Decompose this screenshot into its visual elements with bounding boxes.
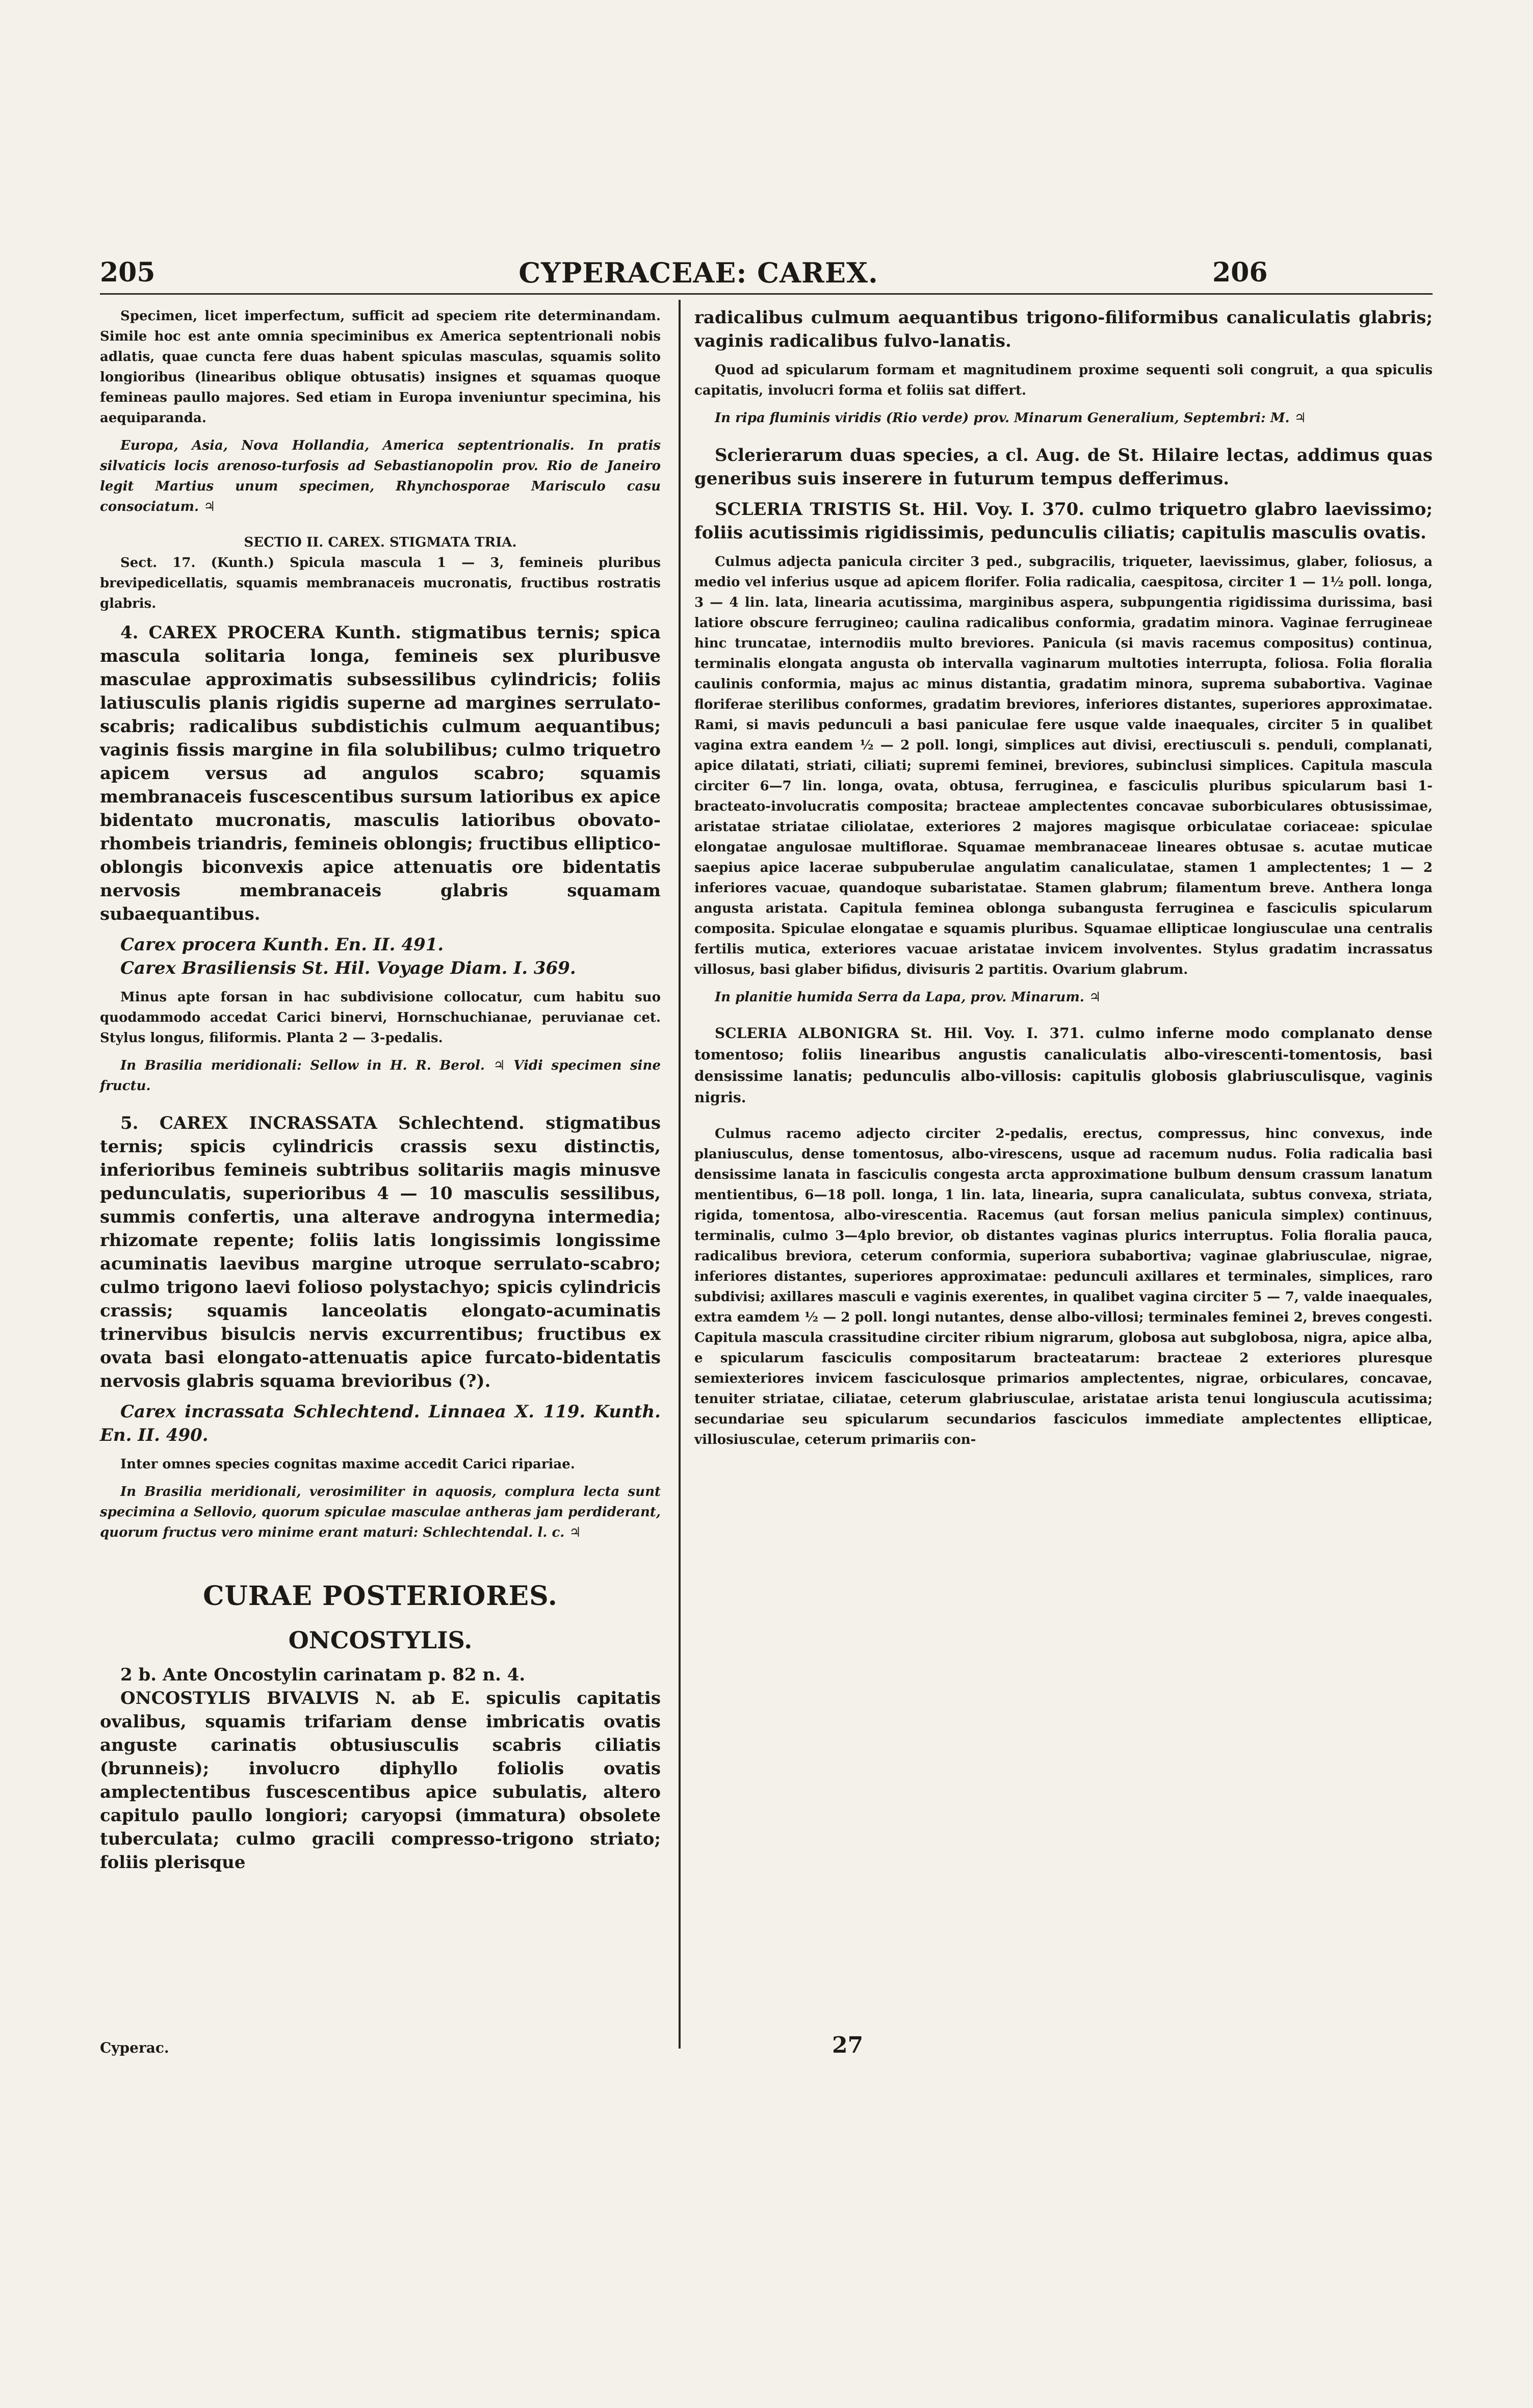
synonym-carex-brasiliensis: Carex Brasiliensis St. Hil. Voyage Diam. I. 369.	[120, 958, 576, 978]
note-carex-procera: Minus apte forsan in hac subdivisione collocatur, cum habitu suo quodammodo accedat Carici binervi, Hornschuchianae, peruvianae cet. Stylus longus, filiformis. Planta 2 — 3-pedalis.	[100, 990, 661, 1046]
oncostylis-reference: 2 b. Ante Oncostylin carinatam p. 82 n. 4.	[120, 1665, 526, 1685]
locality-carex-incrassata: In Brasilia meridionali, verosimiliter in aquosis, complura lecta sunt specimina a Sellovio, quorum spiculae masculae antheras jam perdiderant, quorum fructus vero minime erant maturi: Schlechtendal. l. c. ♃	[100, 1484, 661, 1540]
page-number-left: 205	[100, 257, 155, 288]
curae-posteriores-heading: CURAE POSTERIORES.	[203, 1581, 558, 1612]
synonym-carex-procera: Carex procera Kunth. En. II. 491.	[120, 935, 444, 955]
page-number-right: 206	[1212, 257, 1268, 288]
paragraph-specimen-note: Specimen, licet imperfectum, sufficit ad speciem rite determinandam. Simile hoc est ante omnia speciminibus ex America septentrionali nobis adlatis, quae cuncta fere duas habent spiculas masculas, squamis solito longioribus (linearibus oblique obtusatis) insignes et squamas quoque femineas paullo majores. Sed etiam in Europa inveniuntur specimina, his aequiparanda.	[100, 308, 661, 426]
column-divider	[679, 300, 681, 2049]
left-column	[100, 306, 661, 1874]
section-17-diagnosis: Sect. 17. (Kunth.) Spicula mascula 1 — 3, femineis pluribus brevipedicellatis, squamis membranaceis mucronatis, fructibus rostratis glabris.	[100, 555, 661, 611]
locality-carex-procera: In Brasilia meridionali: Sellow in H. R. Berol. ♃ Vidi specimen sine fructu.	[100, 1058, 661, 1094]
note-carex-incrassata: Inter omnes species cognitas maxime accedit Carici ripariae.	[120, 1457, 575, 1472]
signature-mark-right: 27	[832, 2032, 864, 2058]
oncostylis-continuation: radicalibus culmum aequantibus trigono-filiformibus canaliculatis glabris; vaginis radicalibus fulvo-lanatis.	[694, 307, 1433, 351]
description-scleria-tristis: Culmus adjecta panicula circiter 3 ped., subgracilis, triqueter, laevissimus, glaber, foliosus, a medio vel inferius usque ad apicem florifer. Folia radicalia, caespitosa, circiter 1 — 1½ poll. longa, 3 — 4 lin. lata, linearia acutissima, marginibus aspera, subpungentia rigidissima durissima, basi latiore obscure ferrugineo; caulina radicalibus conformia, gradatim minora. Vaginae ferrugineae hinc truncatae, internodiis multo breviores. Panicula (si mavis racemus compositus) continua, terminalis elongata angusta ob intervalla vaginarum multoties interrupta, foliosa. Folia floralia caulinis conformia, majus ac minus distantia, gradatim minora, suprema subabortiva. Vaginae floriferae sterilibus conformes, gradatim breviores, inferiores distantes, superiores approximatae. Rami, si mavis pedunculi a basi paniculae fere usque valde inaequales, circiter 5 in qualibet vagina extra eandem ½ — 2 poll. longi, simplices aut divisi, erectiusculi s. penduli, complanati, apice dilatati, striati, ciliati; supremi feminei, breviores, subinclusi simplices. Capitula mascula circiter 6—7 lin. longa, ovata, obtusa, ferruginea, e fasciculis pluribus spicularum basi 1-bracteato-involucratis composita; bracteae amplectentes concavae suborbiculares obtusissimae, aristatae striatae ciliolatae, exteriores 2 majores magisque orbiculatae coriaceae: spiculae elongatae angulosae multiflorae. Squamae membranaceae lineares obtusae s. acutae muticae saepius apice lacerae subpuberulae angulatim canaliculatae, stamen 1 amplectentes; 1 — 2 inferiores vacuae, quandoque subaristatae. Stamen glabrum; filamentum breve. Anthera longa angusta aristata. Capitula feminea oblonga subangusta ferruginea e fasciculis spicularum composita. Spiculae elongatae e squamis pluribus. Squamae ellipticae longiusculae una centralis fertilis mutica, exteriores vacuae aristatae invicem involventes. Stylus gradatim incrassatus villosus, basi glaber bifidus, divisuris 2 partitis. Ovarium glabrum.	[694, 554, 1433, 977]
note-oncostylis: Quod ad spicularum formam et magnitudinem proxime sequenti soli congruit, a qua spiculis capitatis, involucri forma et foliis sat differt.	[694, 363, 1433, 398]
description-scleria-albonigra: Culmus racemo adjecto circiter 2-pedalis, erectus, compressus, hinc convexus, inde planiusculus, dense tomentosus, albo-virescens, usque ad racemum nudus. Folia radicalia basi densissime lanata in fasciculis congesta arcta approximatione bulbum densum crassum lanatum mentientibus, 6—18 poll. longa, 1 lin. lata, linearia, supra canaliculata, subtus convexa, striata, rigida, tomentosa, albo-virescentia. Racemus (aut forsan melius panicula simplex) continuus, terminalis, culmo 3—4plo brevior, ob distantes vaginas plurics interruptus. Folia floralia pauca, radicalibus breviora, ceterum conformia, superiora subabortiva; vaginae glabriusculae, nigrae, inferiores distantes, superiores approximatae: pedunculi axillares et terminales, simplices, raro subdivisi; axillares masculi e vaginis exerentes, in qualibet vagina circiter 5 — 7, valde inaequales, extra eamdem ½ — 2 poll. longi nutantes, dense albo-villosi; terminales feminei 2, breves congesti. Capitula mascula crassitudine circiter ribium nigrarum, globosa aut subglobosa, nigra, apice alba, e spicularum fasciculis compositarum bracteatarum: bracteae 2 exteriores pluresque semiexteriores invicem fasciculosque primarios amplectentes, nigrae, orbiculares, concavae, tenuiter striatae, ciliatae, ceterum glabriusculae, aristatae arista tenui longiuscula acutissima; secundariae seu spicularum secundarios fasciculos immediate amplectentes ellipticae, villosiusculae, ceterum primariis con-	[694, 1126, 1433, 1447]
species-carex-procera: 4. CAREX PROCERA Kunth. stigmatibus ternis; spica mascula solitaria longa, femineis sex pluribusve masculae approximatis subsessilibus cylindricis; foliis latiusculis planis rigidis superne ad margines serrulato-scabris; radicalibus subdistichis culmum aequantibus; vaginis fissis margine in fila solubilibus; culmo triquetro apicem versus ad angulos scabro; squamis membranaceis fuscescentibus sursum latioribus ex apice bidentato mucronatis, masculis latioribus obovato-rhombeis triandris, femineis oblongis; fructibus elliptico-oblongis biconvexis apice attenuatis ore bidentatis nervosis membranaceis glabris squamam subaequantibus.	[100, 623, 661, 924]
locality-scleria-tristis: In planitie humida Serra da Lapa, prov. Minarum. ♃	[715, 990, 1101, 1005]
signature-mark-left: Cyperac.	[100, 2039, 169, 2056]
oncostylis-heading: ONCOSTYLIS.	[288, 1626, 473, 1654]
paragraph-distribution: Europa, Asia, Nova Hollandia, America septentrionalis. In pratis silvaticis locis arenoso-turfosis ad Sebastianopolin prov. Rio de Janeiro legit Martius unum specimen, Rhynchosporae Marisculo casu consociatum. ♃	[100, 438, 661, 514]
running-title: CYPERACEAE: CAREX.	[518, 256, 878, 289]
species-scleria-albonigra: SCLERIA ALBONIGRA St. Hil. Voy. I. 371. culmo inferne modo complanato dense tomentoso; foliis linearibus angustis canaliculatis albo-virescenti-tomentosis, basi densissime lanatis; pedunculis albo-villosis: capitulis globosis glabriusculisque, vaginis nigris.	[694, 1025, 1433, 1106]
synonym-carex-incrassata: Carex incrassata Schlechtend. Linnaea X. 119. Kunth. En. II. 490.	[100, 1402, 661, 1445]
header-rule	[100, 293, 1433, 295]
section-heading: SECTIO II. CAREX. STIGMATA TRIA.	[244, 535, 517, 550]
right-column	[694, 306, 1433, 1450]
scleria-intro: Sclerierarum duas species, a cl. Aug. de St. Hilaire lectas, addimus quas generibus suis inserere in futurum tempus defferimus.	[694, 445, 1433, 489]
locality-oncostylis: In ripa fluminis viridis (Rio verde) prov. Minarum Generalium, Septembri: M. ♃	[715, 410, 1306, 426]
species-oncostylis-bivalvis: ONCOSTYLIS BIVALVIS N. ab E. spiculis capitatis ovalibus, squamis trifariam dense imbricatis ovatis anguste carinatis obtusiusculis scabris ciliatis (brunneis); involucro diphyllo foliolis ovatis amplectentibus fuscescentibus apice subulatis, altero capitulo paullo longiori; caryopsi (immatura) obsolete tuberculata; culmo gracili compresso-trigono striato; foliis plerisque	[100, 1688, 661, 1873]
species-scleria-tristis: SCLERIA TRISTIS St. Hil. Voy. I. 370. culmo triquetro glabro laevissimo; foliis acutissimis rigidissimis, pedunculis ciliatis; capitulis masculis ovatis.	[694, 499, 1433, 543]
page-header	[0, 255, 1533, 296]
species-carex-incrassata: 5. CAREX INCRASSATA Schlechtend. stigmatibus ternis; spicis cylindricis crassis sexu distinctis, inferioribus femineis subtribus solitariis magis minusve pedunculatis, superioribus 4 — 10 masculis sessilibus, summis confertis, una alterave androgyna intermedia; rhizomate repente; foliis latis longissimis longissime acuminatis laevibus margine utroque serrulato-scabro; culmo trigono laevi folioso polystachyo; spicis cylindricis crassis; squamis lanceolatis elongato-acuminatis trinervibus bisulcis nervis excurrentibus; fructibus ex ovata basi elongato-attenuatis apice furcato-bidentatis nervosis glabris squama brevioribus (?).	[100, 1113, 661, 1391]
